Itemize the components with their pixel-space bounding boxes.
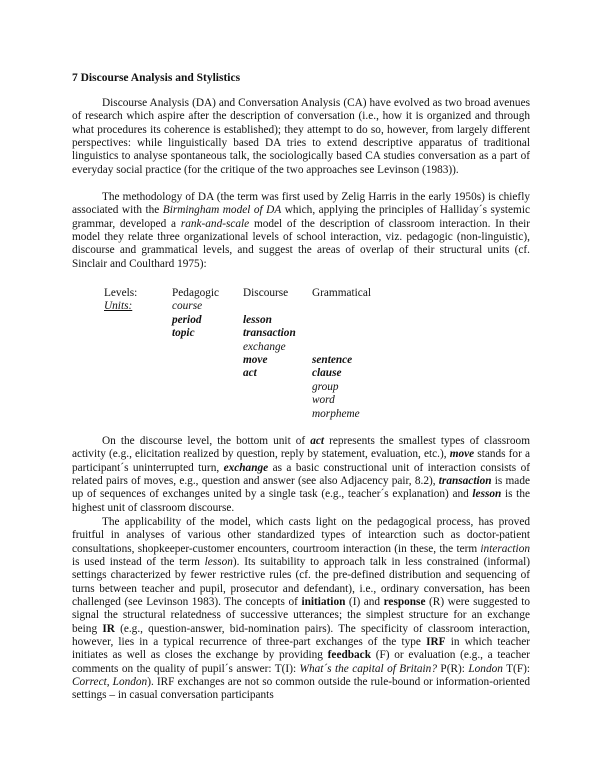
p4-run: P(R): [436,662,469,675]
discourse-unit: lesson [243,313,272,326]
pedagogic-unit: topic [172,327,195,340]
discourse-unit: act [243,367,257,380]
p4-run: (R) were suggested to signal the structural relatedness of successive utterances; the simplest structure for an exchange being [72,596,530,635]
p1-run: Discourse Analysis (DA) and Conversation Analysis (CA) have evolved as two broad avenues of research which aspire after the description of conversation (i.e., how it is organized and through what procedures its coherence is established); they attempt to do so, however, from largely different perspectives: while linguistically based DA tries to extend descriptive apparatus of traditional linguistics to analyse spontaneous talk, the sociologically based CA studies conversation as a part of everyday social practice (for the critique of the two approaches see Levinson (1983)). [72,97,530,176]
p3-run: act [310,435,325,447]
grammatical-unit: clause [312,367,342,380]
pedagogic-unit: period [172,313,202,326]
p4-run: (F) or evaluation (e.g., a teacher comments on the quality of pupil´s answer: T(I): [72,649,530,675]
p4-run: response [383,596,426,609]
p4-run: initiation [301,596,346,609]
p2-run: model of the description of classroom interaction. In their model they relate three organizational levels of school interaction, viz. pedagogic (non-linguistic), discourse and grammatical levels, and suggest the areas of overlap of their structural units (cf. Sinclair and Coulthard 1975): [72,217,530,270]
p4-run: Correct, London [72,676,148,689]
p4-run: feedback [327,649,371,662]
p3-run: move [449,448,475,461]
p3-run: exchange [223,461,269,474]
p2-run: Birmingham model of DA [162,204,282,217]
p4-run: The applicability of the model, which casts light on the pedagogical process, has proved fruitful in analyses of various other standardized types of intearction such as doctor-patient consultations, shopkeeper-customer encounters, courtroom interaction (in these, the term [72,516,530,555]
p4-run: London [468,662,503,675]
grammatical-unit: group [312,380,339,393]
p2-run: rank-and-scale [180,217,250,230]
grammatical-unit: sentence [312,354,353,366]
table-header-grammatical: Grammatical [312,287,371,299]
discourse-unit: transaction [243,327,296,340]
p4-run: lesson [204,556,233,569]
p3-run: represents the smallest types of classroom activity (e.g., elicitation realized by question, reply by statement, evaluation, etc.), [72,435,530,461]
table-header-discourse: Discourse [243,287,289,299]
p4-run: ). IRF exchanges are not so common outside the rule-bound or information-oriented settings – in casual conversation participants [72,676,530,702]
p2-run: which, applying the principles of Halliday´s systemic grammar, developed a [72,204,530,230]
discourse-unit: move [243,354,268,366]
grammatical-unit: morpheme [312,407,360,420]
p4-run: IRF [426,636,446,649]
p4-run: interaction [480,542,530,555]
p4-run: in which teacher initiates as well as closes the exchange by providing [72,636,531,662]
table-units-label: Units: [104,300,133,313]
discourse-unit: exchange [243,340,286,353]
p4-run: is used instead of the term [72,556,205,569]
paragraph-3 [72,435,530,515]
p4-run: (e.g., question-answer, bid-nomination pairs). The specificity of classroom interaction, however, lies in a typical recurrence of three-part exchanges of the type [72,622,530,649]
pedagogic-unit: course [172,300,203,313]
p3-run: is made up of sequences of exchanges united by a single task (e.g., teacher´s explanation) and [72,475,530,501]
p3-run: stands for a participant´s uninterrupted turn, [72,448,530,474]
paragraph-1 [72,97,530,177]
p4-run: IR [102,622,115,635]
p4-run: T(F): [502,662,530,675]
p4-run: ). Its suitability to approach talk in less constrained (informal) settings characterized by fewer restrictive rules (cf. the pre-defined distribution and sequencing of turns between teacher and pupil, prosecutor and defendant), i.e., ordinary conversation, has been challenged (see Levinson 1983). The concepts of [72,556,530,609]
table-header-pedagogic: Pedagogic [172,287,220,299]
paragraph-4 [72,516,530,703]
section-heading: 7 Discourse Analysis and Stylistics [72,72,241,84]
p3-run: is the highest unit of classroom discourse. [72,488,530,514]
p3-run: transaction [438,475,492,488]
grammatical-unit: word [312,394,335,407]
p3-run: lesson [472,488,502,501]
paragraph-2 [72,191,530,271]
p4-run: What´s the capital of Britain? [299,662,437,675]
p2-run: The methodology of DA (the term was first used by Zelig Harris in the early 1950s) is chiefly associated with the [72,191,530,217]
p3-run: as a basic constructional unit of interaction consists of related pairs of moves, e.g., question and answer (see also Adjacency pair, 8.2), [72,461,530,488]
p4-run: (I) and [345,596,384,609]
table-header-levels: Levels: [104,287,138,299]
p3-run: On the discourse level, the bottom unit of [102,435,311,447]
